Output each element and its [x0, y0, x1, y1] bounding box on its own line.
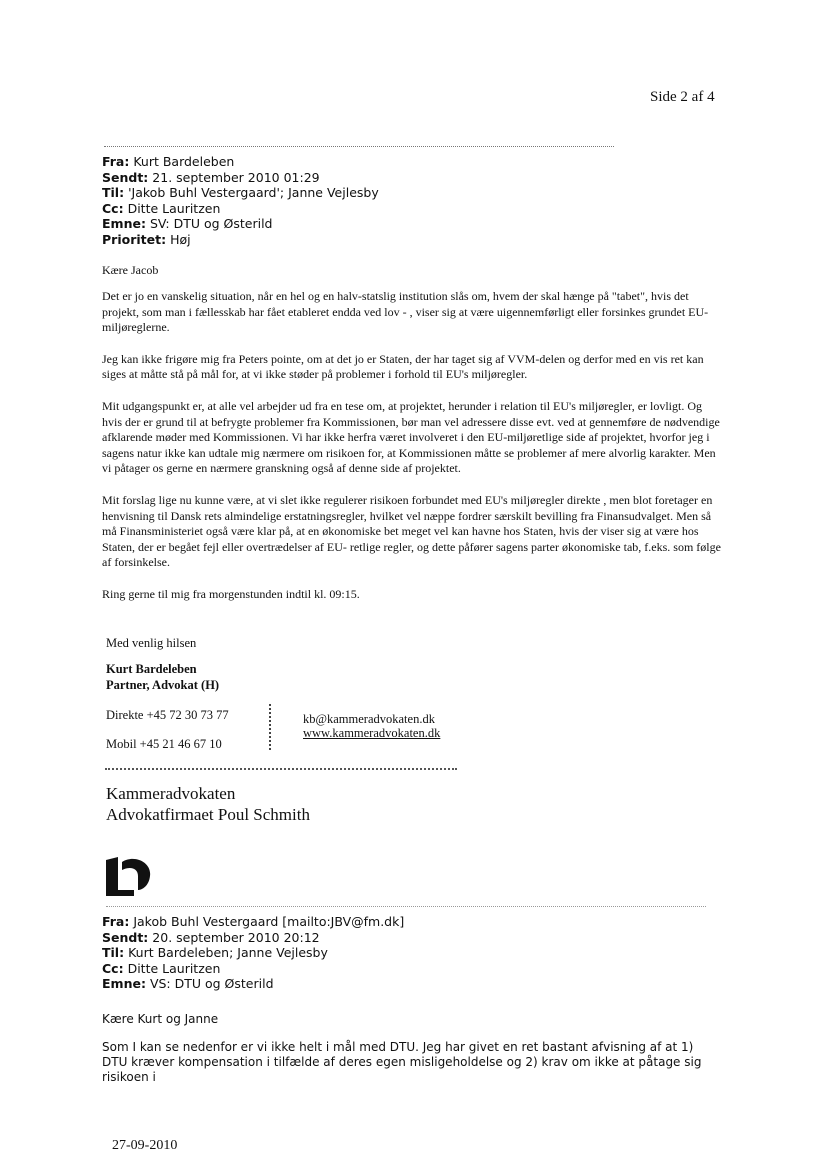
email1-cc: Ditte Lauritzen [127, 200, 221, 216]
email2-cc: Ditte Lauritzen [127, 960, 221, 976]
email1-paragraph-5: Ring gerne til mig fra morgenstunden indtil kl. 09:15. [102, 586, 360, 601]
email2-sent-row: Sendt: 20. september 2010 20:12 [102, 929, 320, 945]
email1-paragraph-2: Jeg kan ikke frigøre mig fra Peters pointe, om at det jo er Staten, der har taget sig af VVM-delen og derfor med en vis ret kan siges at måtte stå på mål for, at vi ikke støder på problemer i forhold til EU's miljøregler. [102, 351, 704, 382]
email2-cc-row: Cc: Ditte Lauritzen [102, 960, 221, 976]
signature-name: Kurt Bardeleben [106, 662, 197, 676]
email1-paragraph-3: Mit udgangspunkt er, at alle vel arbejder ud fra en tese om, at projektet, herunder i relation til EU's miljøregler, er lovligt. Og hvis der er grund til at befrygte problemer fra Kommissionen, bør man vel adressere disse evt. ved at gennemføre de nødvendige afklarende møder med Kommissionen. Vi har ikke herfra været involveret i den EU-miljøretlige side af projektet, hvorfor jeg i sagens natur ikke kan udtale mig nærmere om risikoen for, at Kommissionen måtte se problemer af mere alvorlig karakter. Men vi påtager os gerne en nærmere granskning også af denne side af projektet. [102, 398, 720, 476]
email2-to: Kurt Bardeleben; Janne Vejlesby [128, 945, 328, 960]
email1-header [102, 154, 379, 247]
email1-from-row: Fra: Kurt Bardeleben [102, 154, 235, 169]
email2-greeting: Kære Kurt og Janne [102, 1012, 219, 1026]
email1-sent: 21. september 2010 01:29 [152, 169, 320, 185]
email1-sent-row: Sendt: 21. september 2010 01:29 [102, 169, 320, 185]
signature-mobile-phone: Mobil +45 21 46 67 10 [106, 737, 222, 751]
email1-priority: Høj [170, 231, 191, 247]
email2-subject: VS: DTU og Østerild [149, 976, 274, 991]
signature-email-link[interactable]: kb@kammeradvokaten.dk [303, 712, 435, 726]
email1-to-row: Til: 'Jakob Buhl Vestergaard'; Janne Vejlesby [102, 185, 379, 200]
email2-to-row: Til: Kurt Bardeleben; Janne Vejlesby [102, 945, 328, 960]
email1-paragraph-4: Mit forslag lige nu kunne være, at vi slet ikke regulerer risikoen forbundet med EU's miljøregler direkte , men blot foretager en henvisning til Dansk rets almindelige erstatningsregler, hvilket vel næppe fordrer særskilt bevilling fra Finansudvalget. Men så må Finansministeriet også være klar på, at en økonomiske bet meget vel kan havne hos Staten, hvis der viser sig at være hos Staten, der er begået fejl eller overtrædelser af EU- retlige regler, og dette påfører sagens parter økonomiske tab, f.eks. som følge af forsinkelse. [102, 492, 721, 570]
email1-subject: SV: DTU og Østerild [149, 216, 273, 231]
email1-to: 'Jakob Buhl Vestergaard'; Janne Vejlesby [128, 185, 379, 200]
email1-greeting: Kære Jacob [102, 263, 159, 277]
email1-priority-row: Prioritet: Høj [102, 231, 191, 247]
signature-separator [105, 768, 457, 770]
email1-cc-row: Cc: Ditte Lauritzen [102, 200, 221, 216]
email2-separator [106, 906, 706, 907]
email1-paragraph-1: Det er jo en vanskelig situation, når en hel og en halv-statslig institution slås om, hvem der skal hænge på "tabet", hvis det projekt, som man i fællesskab har fået etableret endda ved lov - , viser sig at være uigennemførligt eller forsinkes grundet EU- miljøreglerne. [102, 289, 709, 335]
email2-header [102, 914, 404, 992]
signature-direct-phone: Direkte +45 72 30 73 77 [106, 708, 229, 722]
signature-title: Partner, Advokat (H) [106, 678, 220, 692]
footer-date: 27-09-2010 [112, 1138, 178, 1153]
email1-subject-row: Emne: SV: DTU og Østerild [102, 216, 273, 231]
email2-subject-row: Emne: VS: DTU og Østerild [102, 976, 274, 991]
kammeradvokaten-logo [104, 856, 152, 896]
email2-body: Som I kan se nedenfor er vi ikke helt i mål med DTU. Jeg har givet en ret bastant afvisning af at 1) DTU kræver kompensation i tilfælde af deres egen misligeholdelse og 2) krav om ikke at påtage sig risikoen i [102, 1040, 702, 1084]
signature-web-link[interactable]: www.kammeradvokaten.dk [303, 726, 441, 740]
firm-name: Kammeradvokaten [106, 784, 236, 803]
header-separator [104, 146, 614, 147]
email1-body [102, 289, 722, 603]
firm-subtitle: Advokatfirmaet Poul Schmith [106, 805, 310, 824]
email2-sent: 20. september 2010 20:12 [152, 929, 320, 945]
email2-from: Jakob Buhl Vestergaard [mailto:JBV@fm.dk] [133, 914, 405, 929]
contact-divider [269, 704, 271, 750]
page-number: Side 2 af 4 [650, 89, 715, 105]
email1-from: Kurt Bardeleben [133, 154, 235, 169]
email2-from-row: Fra: Jakob Buhl Vestergaard [mailto:JBV@fm.dk] [102, 914, 405, 929]
email1-closing: Med venlig hilsen [106, 636, 197, 650]
